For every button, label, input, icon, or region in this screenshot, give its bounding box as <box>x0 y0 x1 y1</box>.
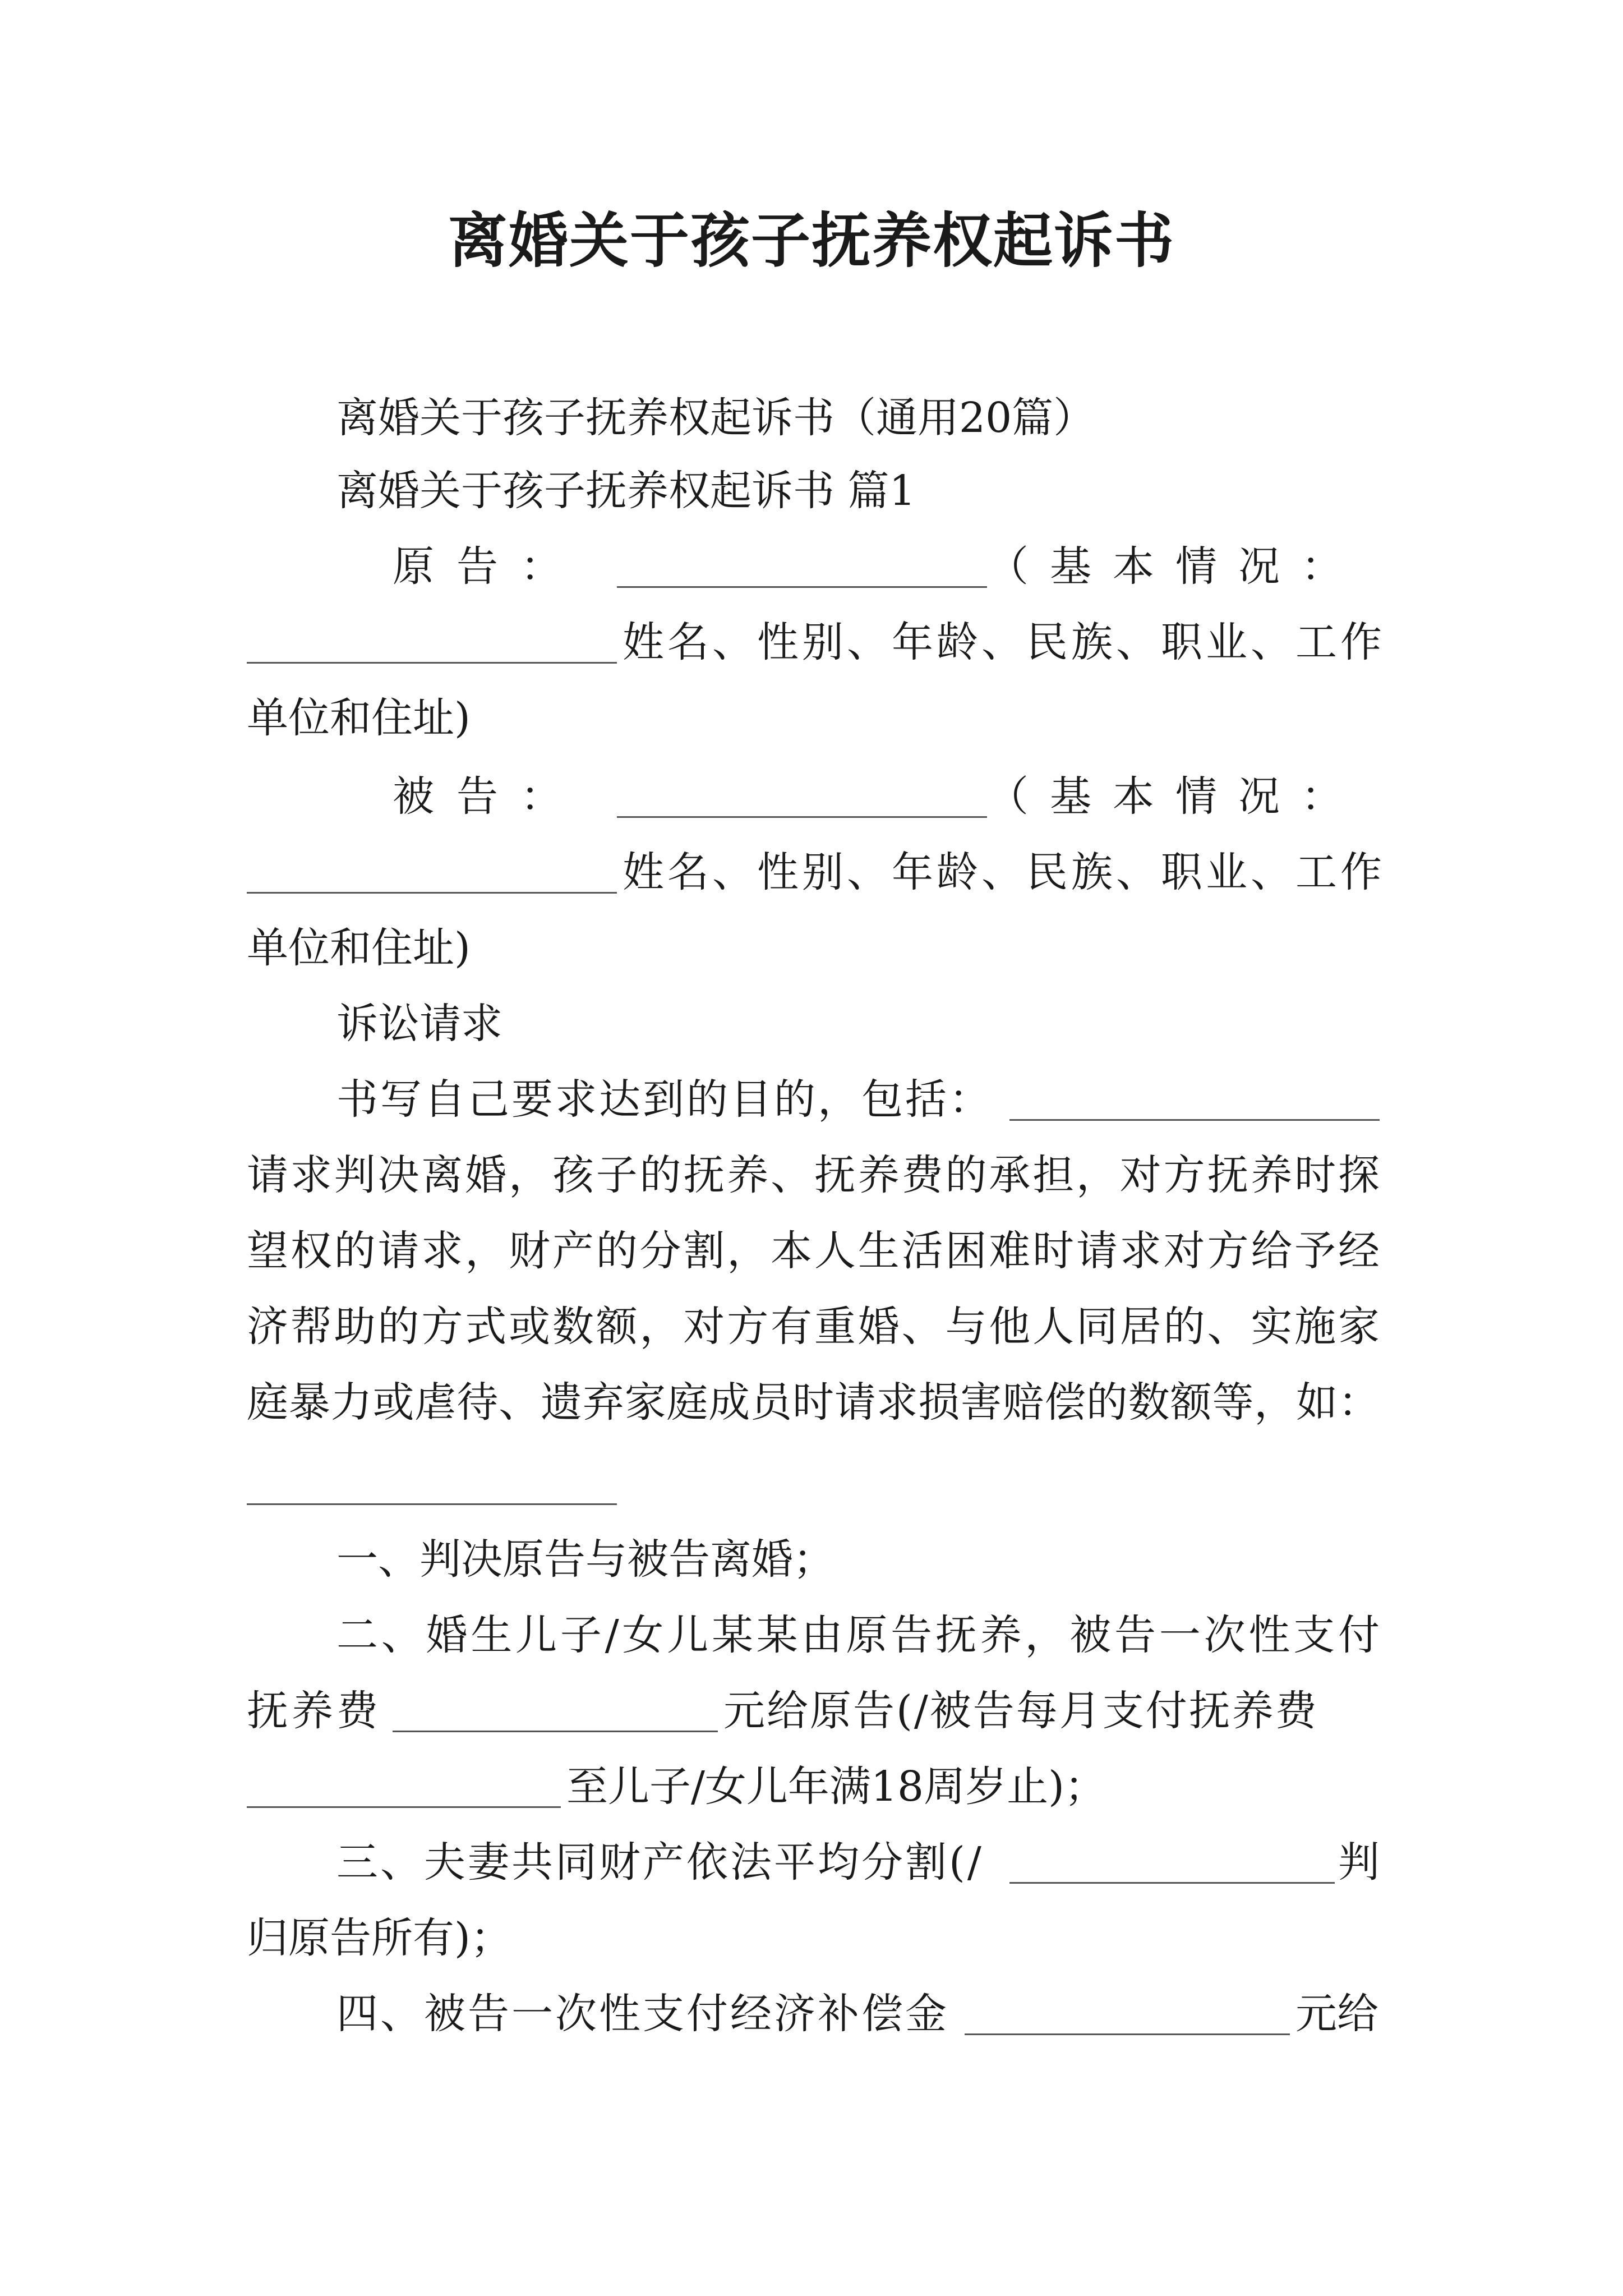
item-2-monthly-blank <box>247 1806 561 1808</box>
plaintiff-info-blank <box>247 662 617 664</box>
item-2-fee-text: 元给原告(/被告每月支付抚养费 <box>723 1687 1318 1735</box>
item-1: 一、判决原告与被告离婚； <box>336 1535 834 1584</box>
claims-body-line: 请求判决离婚，孩子的抚养、抚养费的承担，对方抚养时探 <box>247 1151 1380 1199</box>
claims-heading: 诉讼请求 <box>336 1000 502 1048</box>
claims-intro-blank <box>1009 1119 1380 1121</box>
plaintiff-info-end: 单位和住址) <box>247 694 471 742</box>
item-4-end: 元给 <box>1295 1990 1378 2038</box>
item-3-blank <box>1009 1882 1335 1884</box>
claims-body-line: 济帮助的方式或数额，对方有重婚、与他人同居的、实施家 <box>247 1303 1380 1351</box>
document-subtitle: 离婚关于孩子抚养权起诉书（通用20篇） <box>336 394 1095 442</box>
plaintiff-info-fields: 姓名、性别、年龄、民族、职业、工作 <box>623 618 1385 666</box>
defendant-info-blank <box>247 892 617 894</box>
item-2-line-3: 至儿子/女儿年满18周岁止)； <box>566 1763 1106 1811</box>
section-heading: 离婚关于孩子抚养权起诉书 篇1 <box>336 467 916 515</box>
claims-blank <box>247 1503 617 1505</box>
claims-body-line: 庭暴力或虐待、遗弃家庭成员时请求损害赔偿的数额等，如： <box>247 1378 1380 1427</box>
item-2-fee-blank <box>393 1731 718 1732</box>
defendant-info-open: （基本情况： <box>987 772 1364 821</box>
item-3-line-2: 归原告所有)； <box>247 1914 512 1962</box>
plaintiff-label: 原告： <box>393 542 584 591</box>
item-3-end-char: 判 <box>1338 1838 1380 1887</box>
defendant-info-end: 单位和住址) <box>247 924 471 972</box>
item-3-text: 三、夫妻共同财产依法平均分割(/ <box>336 1838 984 1887</box>
defendant-info-fields: 姓名、性别、年龄、民族、职业、工作 <box>623 848 1385 896</box>
item-4-blank <box>965 2033 1290 2035</box>
document-title: 离婚关于孩子抚养权起诉书 <box>448 206 1175 275</box>
item-4-text: 四、被告一次性支付经济补偿金 <box>336 1990 949 2038</box>
claims-body-line: 望权的请求，财产的分割，本人生活困难时请求对方给予经 <box>247 1227 1380 1275</box>
claims-intro: 书写自己要求达到的目的，包括： <box>336 1075 993 1124</box>
defendant-name-blank <box>617 816 987 818</box>
defendant-label: 被告： <box>393 772 584 821</box>
plaintiff-info-open: （基本情况： <box>987 542 1364 591</box>
item-2-fee-label: 抚养费 <box>247 1687 381 1735</box>
plaintiff-name-blank <box>617 586 987 588</box>
item-2-line-1: 二、婚生儿子/女儿某某由原告抚养，被告一次性支付 <box>336 1611 1380 1659</box>
